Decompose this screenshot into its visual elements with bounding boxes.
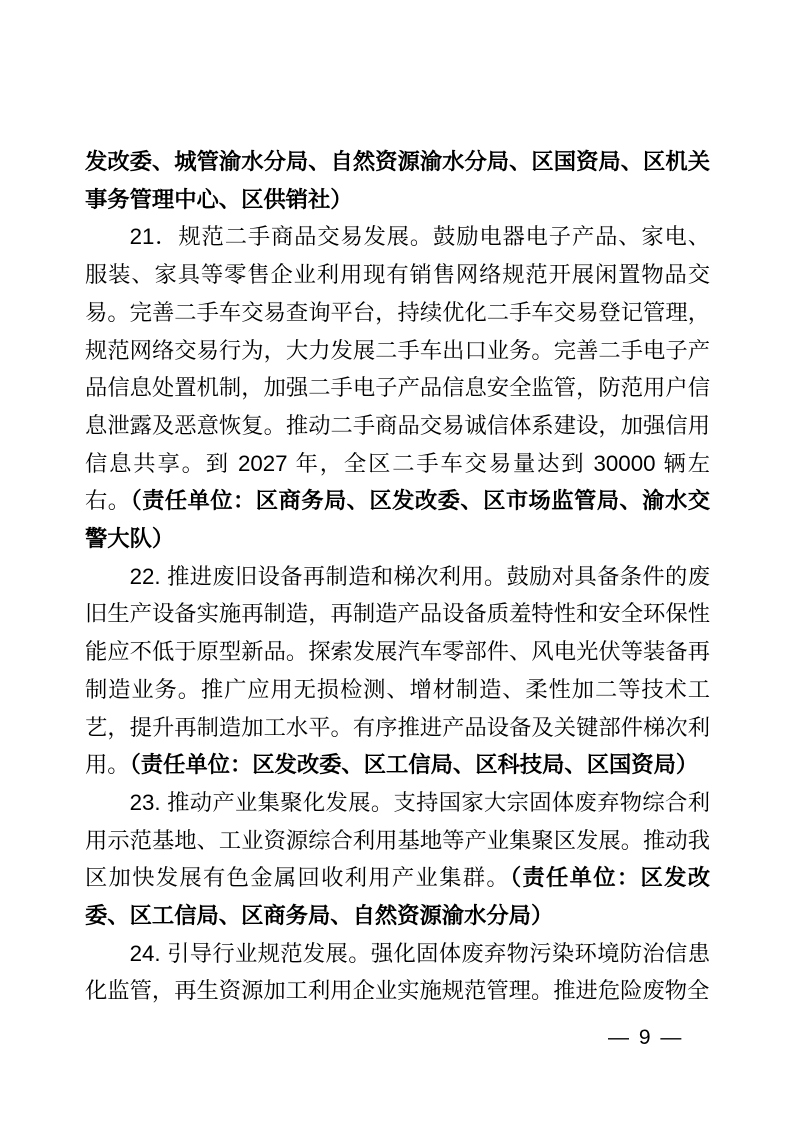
item-21-body-text: 21．规范二手商品交易发展。鼓励电器电子产品、家电、服装、家具等零售企业利用现有销售网络规范开展闲置物品交易。完善二手车交易查询平台，持续优化二手车交易登记管理，规范网络交易行为，大力发展二手车出口业务。完善二手电子产品信息处置机制，加强二手电子产品信息安全监管，防范用户信息泄露及恶意恢复。推动二手商品交易诚信体系建设，加强信用信息共享。到 2027 年，全区二手车交易量达到 30000 辆左右。 — [85, 224, 710, 514]
item-22-body-text: 22. 推进废旧设备再制造和梯次利用。鼓励对具备条件的废旧生产设备实施再制造，再制造产品设备质羞特性和安全环保性能应不低于原型新品。探索发展汽车零部件、风电光伏等装备再制造业务。推广应用无损检测、增材制造、柔性加二等技术工艺，提升再制造加工水平。有序推进产品设备及关键部件梯次利用。 — [85, 563, 710, 778]
paragraph-responsible-units-continuation — [85, 143, 710, 218]
document-body — [85, 143, 710, 1010]
item-22-responsible-units: （责任单位：区发改委、区工信局、区科技局、区国资局） — [129, 752, 699, 778]
page-number: — 9 — — [608, 1026, 684, 1049]
paragraph-item-24 — [85, 935, 710, 1010]
item-23-responsible-units: （责任单位：区发改委、区工信局、区商务局、自然资源渝水分局） — [85, 865, 710, 929]
paragraph-item-21 — [85, 218, 710, 557]
item-24-body-text: 24. 引导行业规范发展。强化固体废弃物污染环境防治信患化监管，再生资源加工利用企业实施规范管理。推进危险废物全 — [85, 940, 710, 1004]
item-23-body-text: 23. 推动产业集聚化发展。支持国家大宗固体废弃物综合利用示范基地、工业资源综合利用基地等产业集聚区发展。推动我区加快发展有色金属回收利用产业集群。 — [85, 789, 710, 891]
paragraph-item-23 — [85, 784, 710, 935]
paragraph-item-22 — [85, 558, 710, 784]
item-21-responsible-units: （责任单位：区商务局、区发改委、区市场监管局、渝水交警大队） — [85, 488, 710, 552]
responsible-units-continuation-text: 发改委、城管渝水分局、自然资源渝水分局、区国资局、区机关事务管理中心、区供销社） — [85, 149, 710, 212]
